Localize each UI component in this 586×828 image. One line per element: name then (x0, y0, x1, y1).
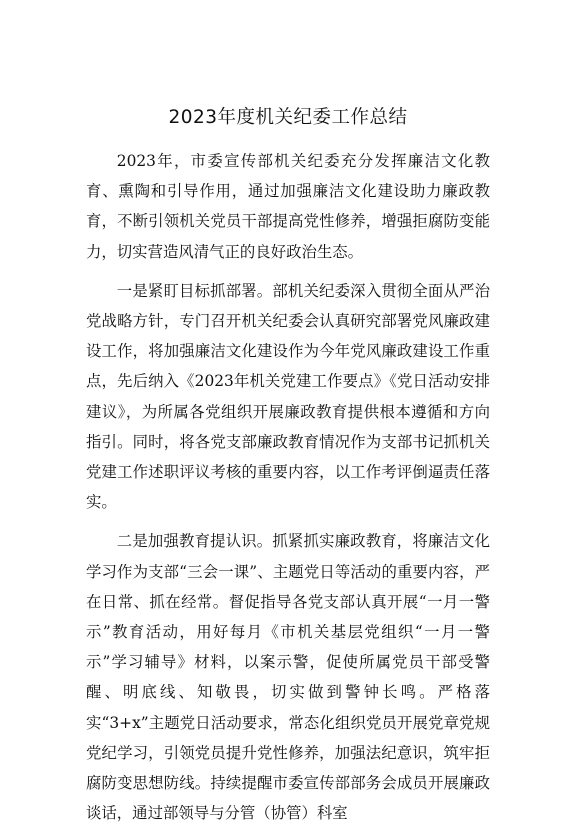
paragraph-point-one: 一是紧盯目标抓部署。部机关纪委深入贯彻全面从严治党战略方针，专门召开机关纪委会认真研究部署党风廉政建设工作，将加强廉洁文化建设作为今年党风廉政建设工作重点，先后纳入《2023年机关党建工作要点》《党日活动安排建议》，为所属各党组织开展廉政教育提供根本遵循和方向指引。同时，将各党支部廉政教育情况作为支部书记抓机关党建工作述职评议考核的重要内容，以工作考评倒逼责任落实。 (86, 281, 490, 512)
document-title: 2023年度机关纪委工作总结 (168, 107, 408, 128)
paragraph-intro: 2023年，市委宣传部机关纪委充分发挥廉洁文化教育、熏陶和引导作用，通过加强廉洁文化建设助力廉政教育，不断引领机关党员干部提高党性修养，增强拒腐防变能力，切实营造风清气正的良好政治生态。 (86, 152, 490, 261)
paragraph-point-two: 二是加强教育提认识。抓紧抓实廉政教育，将廉洁文化学习作为支部“三会一课”、主题党日等活动的重要内容，严在日常、抓在经常。督促指导各党支部认真开展“一月一警示”教育活动，用好每月《市机关基层党组织“一月一警示”学习辅导》材料，以案示警，促使所属党员干部受警醒、明底线、知敬畏，切实做到警钟长鸣。严格落实“3+x”主题党日活动要求，常态化组织党员开展党章党规党纪学习，引领党员提升党性修养，加强法纪意识，筑牢拒腐防变思想防线。持续提醒市委宣传部部务会成员开展廉政谈话，通过部领导与分管（协管）科室 (86, 532, 490, 823)
